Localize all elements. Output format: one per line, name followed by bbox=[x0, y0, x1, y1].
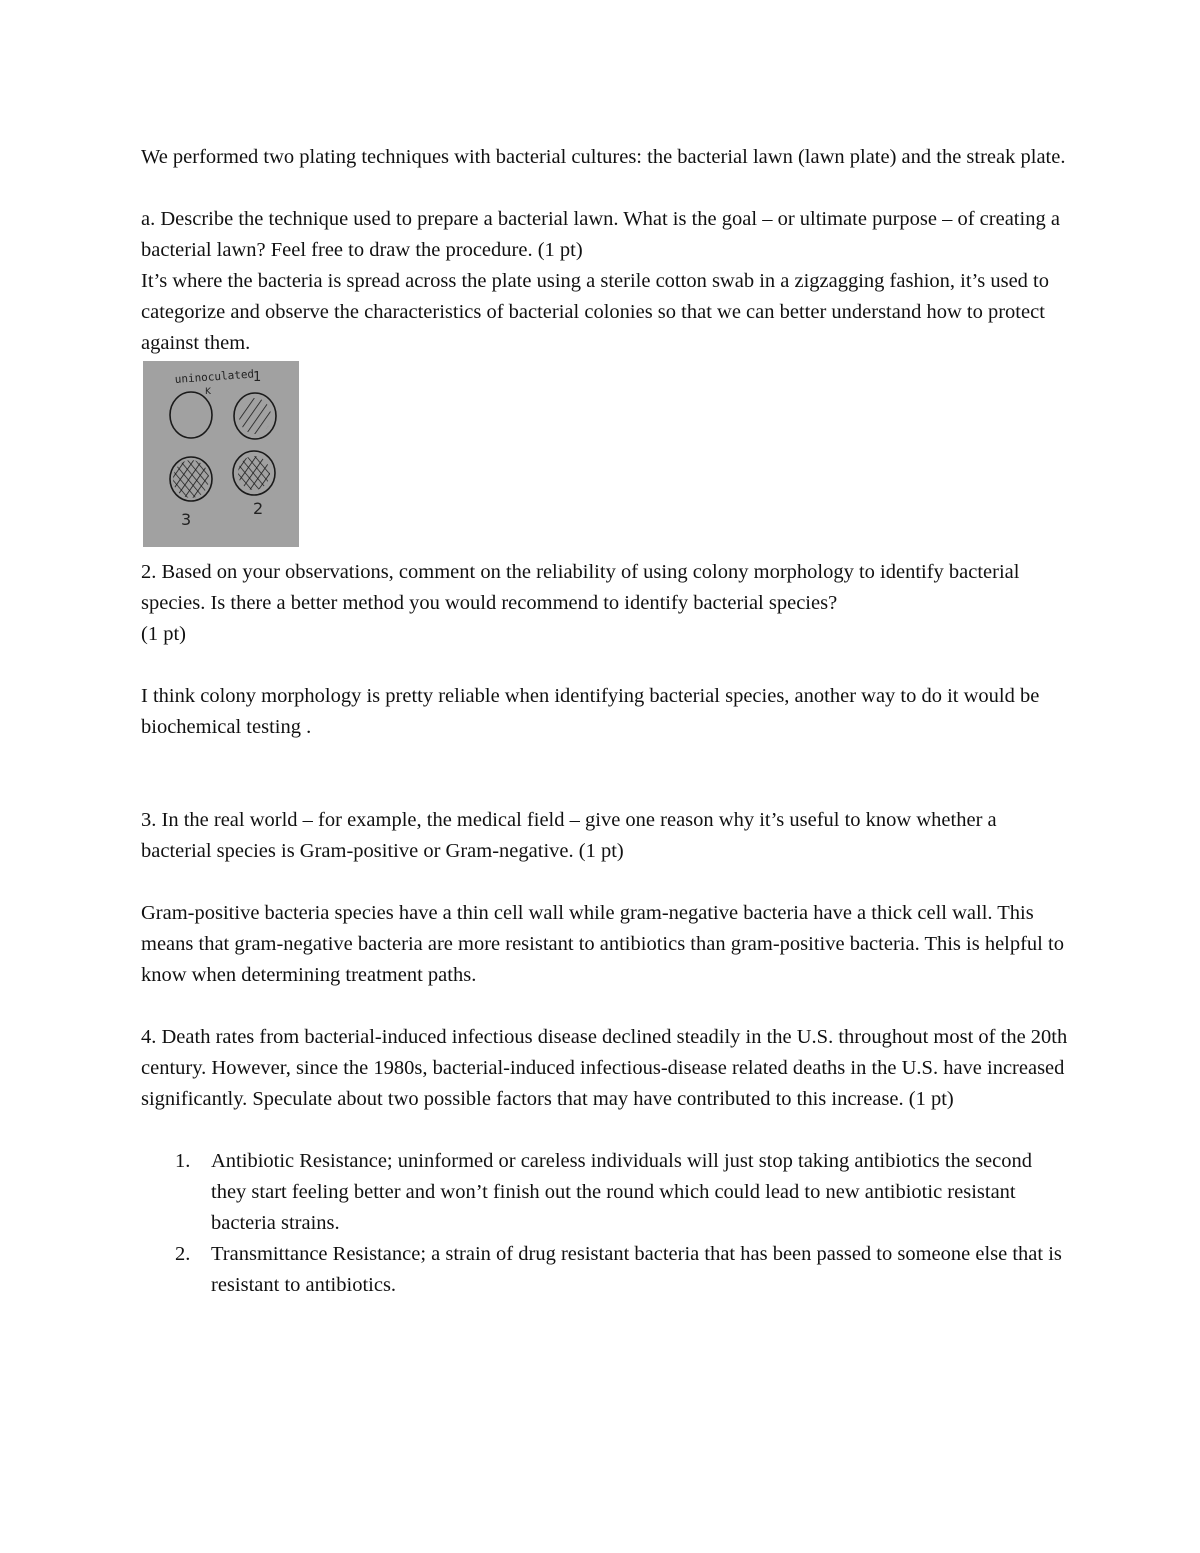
question-4: 4. Death rates from bacterial-induced infectious disease declined steadily in the U.S. throughout most of the 20th century. However, since the 1980s, bacterial-induced infectious-disease related deaths in the U.S. have increased significantly. Speculate about two possible factors that may have contributed to this increase. (1 pt) bbox=[141, 1026, 1068, 1110]
question-2-points: (1 pt) bbox=[141, 623, 186, 645]
list-item bbox=[141, 1146, 1071, 1239]
answer-3: Gram-positive bacteria species have a thin cell wall while gram-negative bacteria have a thick cell wall. This means that gram-negative bacteria are more resistant to antibiotics than gram-positive bacteria. This is helpful to know when determining treatment paths. bbox=[141, 902, 1064, 986]
answer-a: It’s where the bacteria is spread across the plate using a sterile cotton swab in a zigzagging fashion, it’s used to categorize and observe the characteristics of bacterial colonies so that we can better understand how to protect against them. bbox=[141, 270, 1049, 354]
label-uninoculated: uninoculated bbox=[174, 367, 255, 386]
answer-4-list bbox=[141, 1146, 1071, 1301]
list-item bbox=[141, 1239, 1071, 1301]
spacer bbox=[141, 991, 1071, 1022]
question-3: 3. In the real world – for example, the medical field – give one reason why it’s useful to know whether a bacterial species is Gram-positive or Gram-negative. (1 pt) bbox=[141, 809, 997, 862]
spacer bbox=[141, 1115, 1071, 1146]
spacer bbox=[141, 173, 1071, 204]
list-item-text: Transmittance Resistance; a strain of drug resistant bacteria that has been passed to someone else that is resistant to antibiotics. bbox=[211, 1243, 1062, 1296]
lawn-plate-drawing bbox=[143, 361, 299, 547]
intro-text: We performed two plating techniques with bacterial cultures: the bacterial lawn (lawn plate) and the streak plate. bbox=[141, 146, 1066, 168]
question-a: a. Describe the technique used to prepare a bacterial lawn. What is the goal – or ultimate purpose – of creating a bacterial lawn? Feel free to draw the procedure. (1 pt) bbox=[141, 208, 1060, 261]
label-k: K bbox=[205, 387, 211, 397]
list-item-text: Antibiotic Resistance; uninformed or careless individuals will just stop taking antibiotics the second they start feeling better and won’t finish out the round which could lead to new antibiotic resistant bacteria strains. bbox=[211, 1150, 1032, 1234]
label-plate-1: 1 bbox=[253, 370, 262, 385]
list-item-number: 1. bbox=[175, 1150, 191, 1172]
answer-2: I think colony morphology is pretty reliable when identifying bacterial species, another way to do it would be biochemical testing . bbox=[141, 685, 1040, 738]
label-plate-3: 3 bbox=[181, 510, 192, 529]
label-plate-2: 2 bbox=[253, 499, 264, 518]
spacer bbox=[141, 650, 1071, 681]
spacer bbox=[141, 743, 1071, 805]
spacer bbox=[141, 867, 1071, 898]
list-item-number: 2. bbox=[175, 1243, 191, 1265]
question-2: 2. Based on your observations, comment on the reliability of using colony morphology to identify bacterial species. Is there a better method you would recommend to identify bacterial species? bbox=[141, 561, 1020, 614]
document-content bbox=[141, 142, 1071, 1301]
